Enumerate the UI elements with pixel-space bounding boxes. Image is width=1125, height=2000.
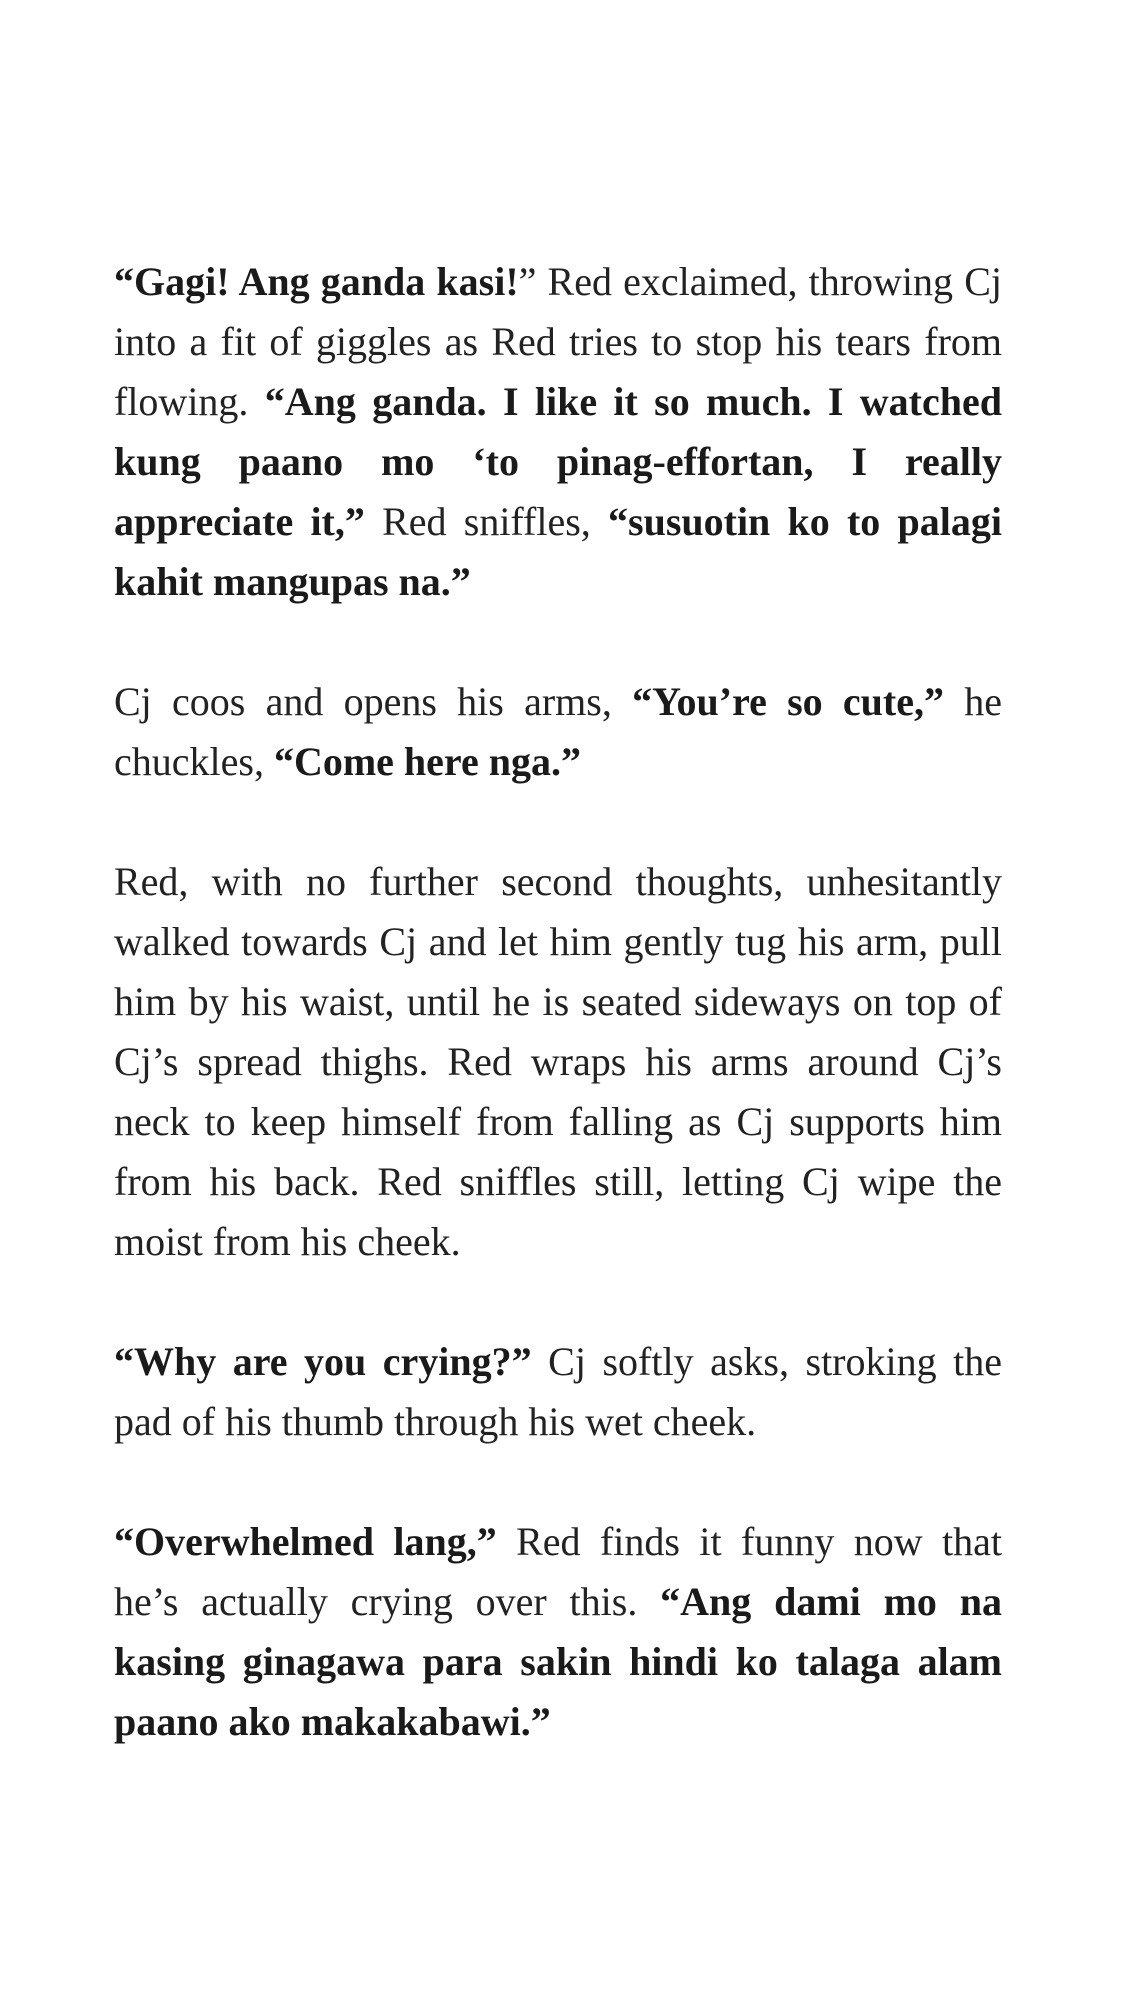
paragraph-2 (114, 672, 1002, 792)
paragraph-3 (114, 852, 1002, 1272)
narration-text: Cj coos and opens his arms, (114, 679, 633, 724)
paragraph-4 (114, 1332, 1002, 1452)
dialogue-text: “Ang dami mo na kasing ginagawa para sakin hindi ko talaga alam paano ako makakabawi.” (114, 1579, 1002, 1744)
dialogue-text: “You’re so cute,” (632, 679, 944, 724)
paragraph-5 (114, 1512, 1002, 1752)
dialogue-text: “Come here nga.” (273, 739, 581, 784)
dialogue-text: “Overwhelmed lang,” (114, 1519, 497, 1564)
narration-text: Red finds it funny now that he’s actually crying over this. (114, 1519, 1002, 1624)
narration-text: Cj softly asks, stroking the pad of his thumb through his wet cheek. (114, 1339, 1002, 1444)
dialogue-text: “susuotin ko to palagi kahit mangupas na.” (114, 499, 1002, 604)
narration-text: Red sniffles, (364, 499, 608, 544)
narration-text: Red, with no further second thoughts, unhesitantly walked towards Cj and let him gently tug his arm, pull him by his waist, until he is seated sideways on top of Cj’s spread thighs. Red wraps his arms around Cj’s neck to keep himself from falling as Cj supports him from his back. Red sniffles still, letting Cj wipe the moist from his cheek. (114, 859, 1002, 1264)
story-page (114, 252, 1002, 1752)
narration-text: he chuckles, (114, 679, 1002, 784)
narration-text: ” Red exclaimed, throwing Cj into a fit of giggles as Red tries to stop his tears from flowing. (114, 259, 1002, 424)
paragraph-1 (114, 252, 1002, 612)
dialogue-text: “Gagi! Ang ganda kasi! (114, 259, 519, 304)
dialogue-text: “Why are you crying?” (114, 1339, 532, 1384)
dialogue-text: “Ang ganda. I like it so much. I watched kung paano mo ‘to pinag-effortan, I really appreciate it,” (114, 379, 1002, 544)
